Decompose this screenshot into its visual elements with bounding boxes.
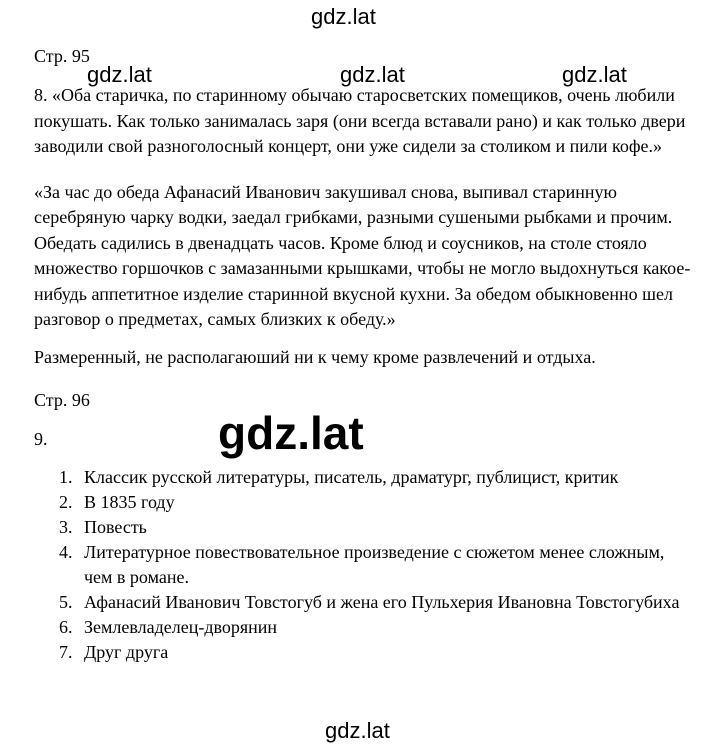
list-item [34,465,694,490]
list-item [34,640,694,665]
answer-8-summary: Размеренный, не располагаюший ни к чему кроме развлечений и отдыха. [34,346,596,367]
list-item-number: 6. [59,616,73,637]
list-item-text: Землевладелец-дворянин [84,616,278,637]
item-number-8: 8. [34,85,48,105]
quote-1-text: «Оба старичка, по старинному обычаю старосветских помещиков, очень любили покушать. Как только занималась заря (они всегда вставали рано) и как только двери заводили свой разноголосный концерт, они уже сидели за столиком и пили кофе.» [34,85,686,156]
watermark-row-center: gdz.lat [340,62,405,87]
item-number-9: 9. [34,429,48,449]
list-item-text: В 1835 году [84,491,175,512]
list-item-text: Друг друга [84,641,169,662]
watermark-top: gdz.lat [311,4,376,29]
answer-8-quote-2: «За час до обеда Афанасий Иванович закушивал снова, выпивал старинную серебряную чарку водки, заедал грибками, разными сушеными рыбками и прочим. Обедать садились в двенадцать часов. Кроме блюд и соусников, на столе стояло множество горшочков с замазанными крышками, чтобы не могло выдохнуться какое-нибудь аппетитное изделие старинной вкусной кухни. За обедом обыкновенно шел разговор о предметах, самых близких к обеду.» [34,181,691,329]
list-item-number: 3. [59,516,73,537]
list-item [34,615,694,640]
list-item-text: Повесть [84,516,147,537]
list-item [34,490,694,515]
list-item-number: 1. [59,466,73,487]
list-item [34,515,694,540]
list-item-text: Литературное повествовательное произведение с сюжетом менее сложным, чем в романе. [84,541,665,587]
answer-9-list [34,465,694,665]
list-item-number: 5. [59,591,73,612]
watermark-large: gdz.lat [218,407,364,459]
list-item-text: Афанасий Иванович Товстогуб и жена его Пульхерия Ивановна Товстогубиха [84,591,680,612]
watermark-bottom: gdz.lat [325,718,390,743]
list-item [34,540,694,590]
list-item-number: 2. [59,491,73,512]
list-item-number: 4. [59,541,73,562]
watermark-row-right: gdz.lat [562,62,627,87]
list-item-text: Классик русской литературы, писатель, драматург, публицист, критик [84,466,619,487]
document-body [34,44,694,665]
page-label-96: Стр. 96 [34,390,90,410]
list-item-number: 7. [59,641,73,662]
list-item [34,590,694,615]
watermark-row-left: gdz.lat [87,62,152,87]
page-label-95: Стр. 95 [34,46,90,66]
answer-8-quote-1 [34,83,694,160]
